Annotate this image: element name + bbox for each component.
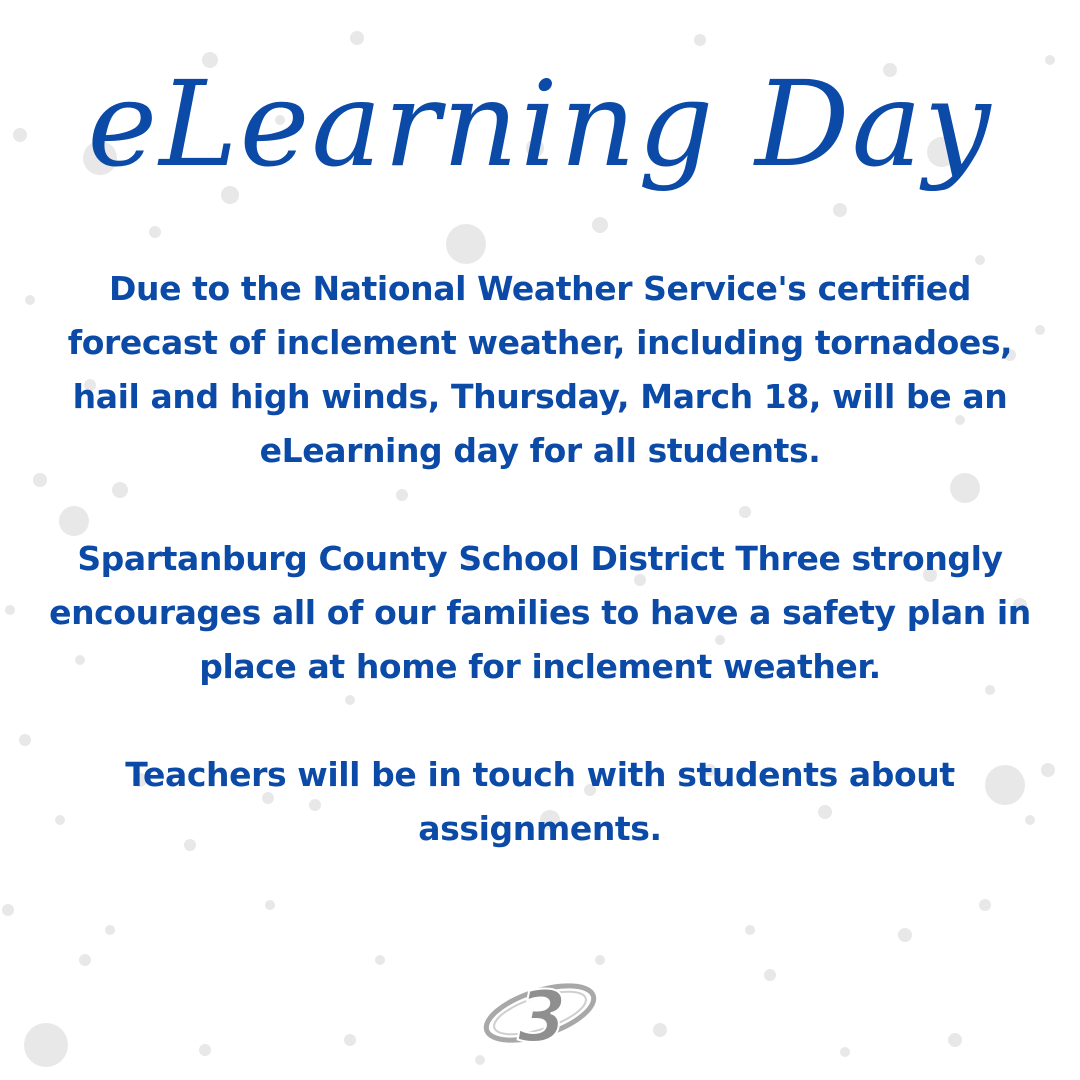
weather-notice-paragraph: Due to the National Weather Service's certified forecast of inclement weather, including tornadoes, hail and high winds, Thursday, March 18, will be an eLearning day for all students. [67, 269, 1013, 470]
page-title: eLearning Day [87, 55, 993, 193]
teachers-paragraph: Teachers will be in touch with students about assignments. [125, 755, 955, 848]
safety-plan-paragraph: Spartanburg County School District Three strongly encourages all of our families to have a safety plan in place at home for inclement weather. [49, 539, 1031, 686]
announcement-body [40, 262, 1040, 910]
logo-numeral: 3 [517, 976, 567, 1057]
district-three-logo-icon [478, 975, 602, 1057]
script-title [0, 40, 1080, 240]
